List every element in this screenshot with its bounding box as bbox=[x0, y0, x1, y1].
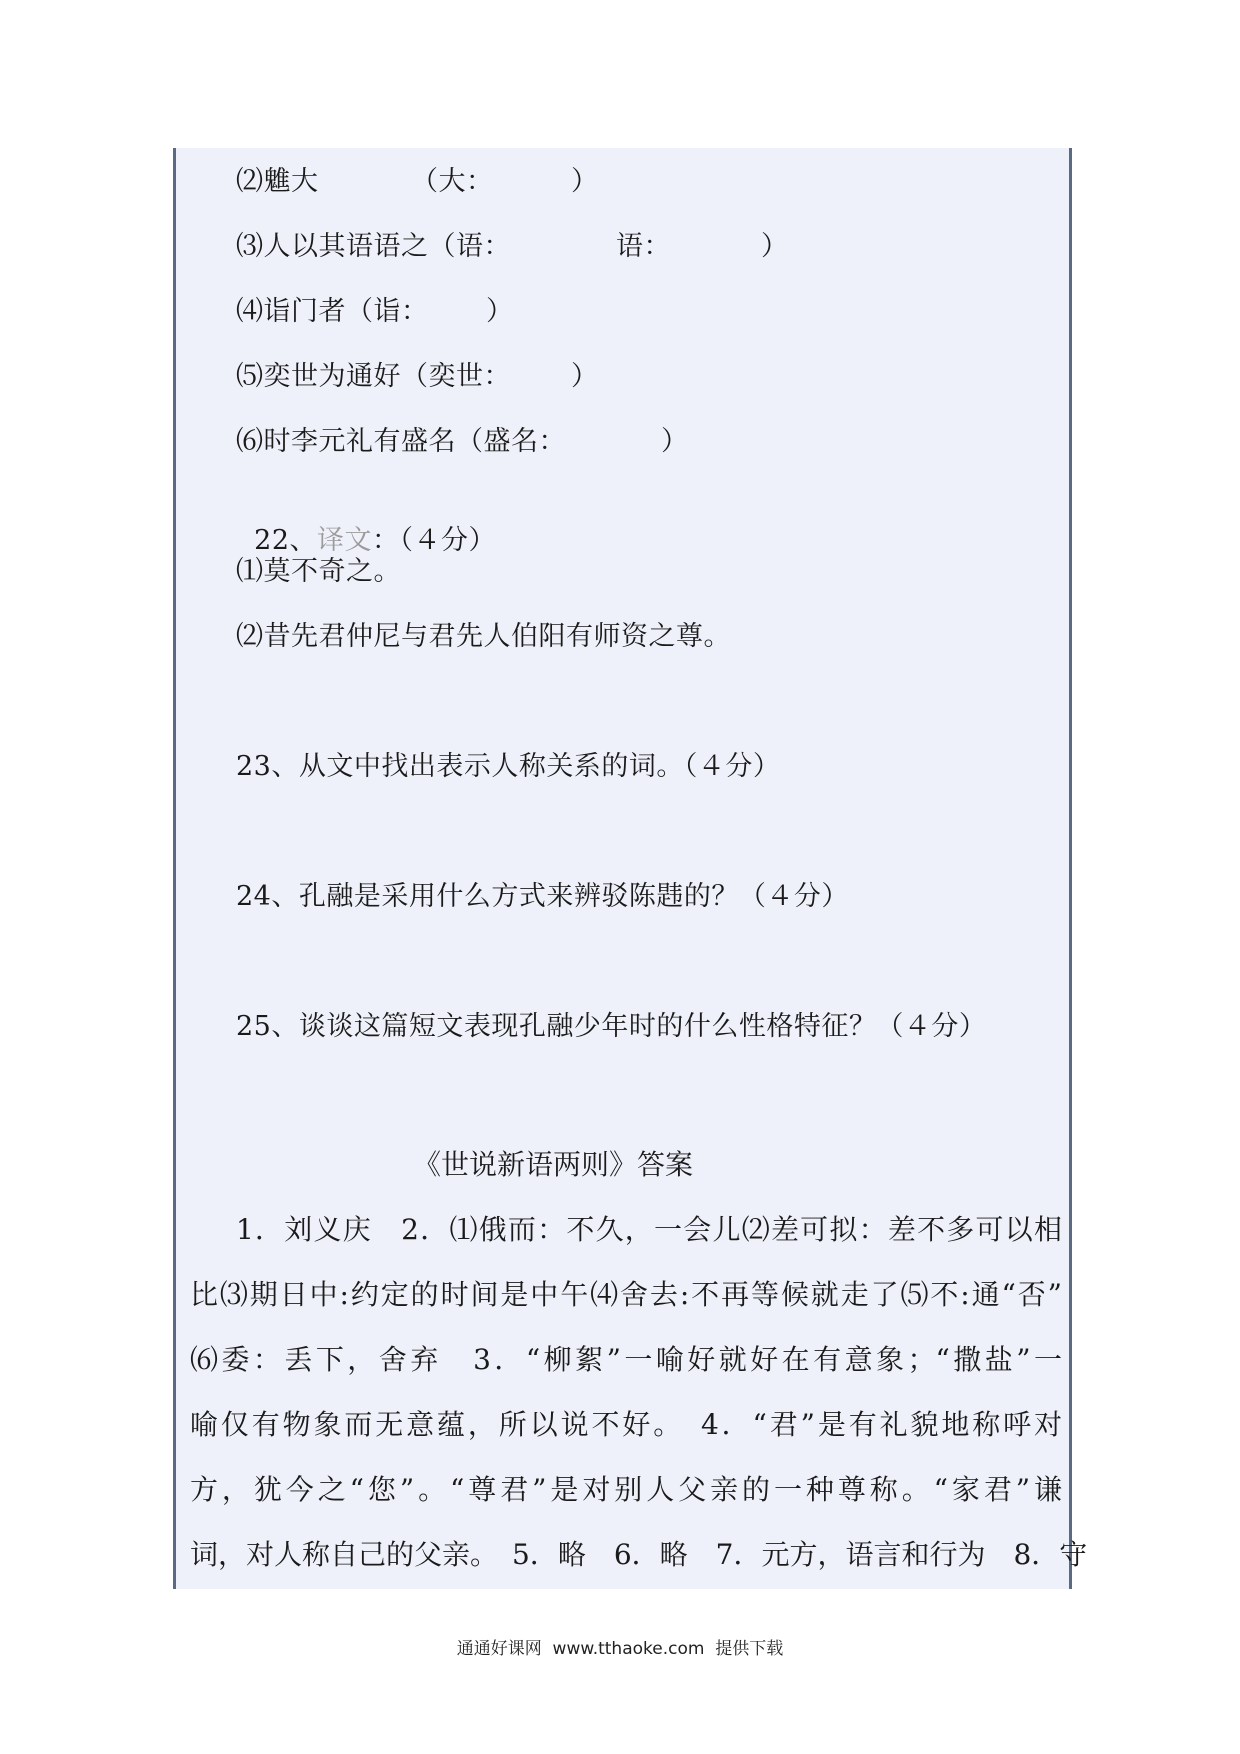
q22-rest: ：（４分） bbox=[372, 525, 497, 556]
q21-item-5-blank-close: ） bbox=[571, 361, 599, 392]
answer-line-1: 1．刘义庆 2．⑴俄而：不久，一会儿⑵差可拟：差不多可以相 bbox=[236, 1213, 1062, 1246]
q21-item-5-text: ⑸奕世为通好（奕世： bbox=[236, 361, 511, 392]
q21-item-3-text: ⑶人以其语语之（语： bbox=[236, 231, 511, 262]
answer-line-4: 喻仅有物象而无意蕴，所以说不好。 4．“君”是有礼貌地称呼对 bbox=[190, 1408, 1062, 1441]
q22-heading bbox=[236, 490, 496, 558]
answer-title: 《世说新语两则》答案 bbox=[413, 1148, 694, 1181]
q22-keyword: 译文 bbox=[317, 525, 373, 556]
answer-line-2: 比⑶期日中:约定的时间是中午⑷舍去:不再等候就走了⑸不:通“否” bbox=[190, 1278, 1062, 1311]
q21-item-3-blank-close: ） bbox=[761, 231, 789, 262]
answer-line-5: 方，犹今之“您”。“尊君”是对别人父亲的一种尊称。“家君”谦 bbox=[190, 1473, 1062, 1506]
q22-sub-2: ⑵昔先君仲尼与君先人伯阳有师资之尊。 bbox=[236, 621, 731, 652]
q21-item-4-text: ⑷诣门者（诣： bbox=[236, 296, 429, 327]
q25: 25、谈谈这篇短文表现孔融少年时的什么性格特征？（４分） bbox=[236, 1011, 987, 1042]
answer-line-3: ⑹委：丢下，舍弃 3．“柳絮”一喻好就好在有意象；“撒盐”一 bbox=[190, 1343, 1062, 1376]
q21-item-6-text: ⑹时李元礼有盛名（盛名： bbox=[236, 426, 566, 457]
q21-item-4-blank-close: ） bbox=[486, 296, 514, 327]
q21-item-2-text: ⑵魋大 bbox=[236, 166, 319, 197]
q24: 24、孔融是采用什么方式来辨驳陈韪的？（４分） bbox=[236, 881, 849, 912]
q21-item-6-blank-close: ） bbox=[661, 426, 689, 457]
q21-item-2-blank-close: ） bbox=[571, 166, 599, 197]
answer-line-6: 词，对人称自己的父亲。 5．略 6．略 7．元方，语言和行为 8．守 bbox=[190, 1538, 1088, 1571]
q22-sub-1: ⑴莫不奇之。 bbox=[236, 556, 401, 587]
q21-item-2-blank-open: （大： bbox=[411, 166, 494, 197]
q21-item-3-blank2: 语： bbox=[616, 231, 671, 262]
q22-number: 22、 bbox=[254, 525, 318, 556]
page-footer: 通通好课网 www.tthaoke.com 提供下载 bbox=[456, 1639, 784, 1659]
q23: 23、从文中找出表示人称关系的词。（４分） bbox=[236, 751, 781, 782]
